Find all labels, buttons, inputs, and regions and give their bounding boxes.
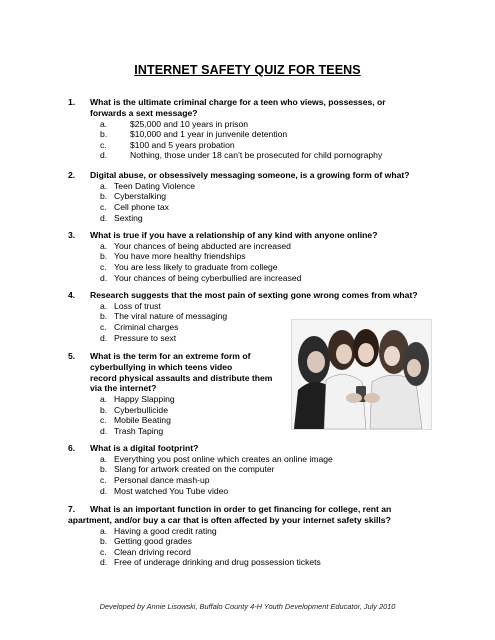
answer-option: d. Free of underage drinking and drug possession tickets (100, 557, 321, 568)
answer-option: b. $10,000 and 1 year in junvenile detention (100, 129, 288, 140)
photo-illustration (292, 320, 431, 429)
answer-option: d. Most watched You Tube video (100, 485, 229, 496)
answer-option: c. Personal dance mash-up (100, 474, 210, 485)
answer-option: b. You have more healthy friendships (100, 251, 246, 262)
answer-option: c. Clean driving record (100, 546, 191, 557)
question-5 (68, 351, 298, 437)
page-footer: Developed by Annie Lisowski, Buffalo County 4-H Youth Development Educator, July 2010 (99, 602, 396, 611)
question-3 (68, 230, 438, 283)
answer-option: d. Nothing, those under 18 can’t be prosecuted for child pornography (100, 150, 383, 161)
answer-option: b. Cyberstalking (100, 191, 167, 202)
answer-option: c. Mobile Beating (100, 415, 171, 426)
answer-option: a. Loss of trust (100, 300, 161, 311)
answer-option: d. Your chances of being cyberbullied are increased (100, 272, 302, 283)
answer-option: a. Having a good credit rating (100, 525, 217, 536)
answer-option: b. Cyberbullicide (100, 404, 168, 415)
answer-option: b. Slang for artwork created on the computer (100, 464, 275, 475)
teens-with-phone-photo (291, 319, 432, 430)
question-1 (68, 97, 438, 161)
question-text: 3. What is true if you have a relationship of any kind with anyone online? (68, 230, 378, 240)
question-text: 5. What is the term for an extreme form of cyberbullying in which teens video record physical assaults and distribute them via the internet? (68, 351, 273, 394)
answer-option: c. You are less likely to graduate from college (100, 261, 278, 272)
question-text: 1. What is the ultimate criminal charge for a teen who views, possesses, or forwards a sext message? (68, 97, 386, 118)
answer-option: c. Cell phone tax (100, 201, 169, 212)
question-text: 4. Research suggests that the most pain of sexting gone wrong comes from what? (68, 290, 418, 300)
answer-option: d. Trash Taping (100, 425, 164, 436)
answer-option: d. Pressure to sext (100, 332, 177, 343)
answer-option: b. Getting good grades (100, 536, 192, 547)
answer-option: b. The viral nature of messaging (100, 311, 228, 322)
question-text: 6. What is a digital footprint? (68, 443, 199, 453)
answer-option: c. Criminal charges (100, 321, 179, 332)
question-7 (68, 504, 448, 568)
question-6 (68, 443, 438, 496)
answer-option: a. Your chances of being abducted are increased (100, 240, 291, 251)
page-title: INTERNET SAFETY QUIZ FOR TEENS (134, 63, 361, 77)
answer-option: a. Happy Slapping (100, 394, 175, 405)
question-text: 7. What is an important function in order to get financing for college, rent an apartment, and/or buy a car that is often affected by your internet safety skills? (68, 504, 392, 525)
answer-option: a. Everything you post online which creates an online image (100, 453, 333, 464)
question-2 (68, 170, 438, 223)
answer-option: c. $100 and 5 years probation (100, 139, 235, 150)
answer-option: a. Teen Dating Violence (100, 180, 196, 191)
answer-option: d. Sexting (100, 212, 143, 223)
answer-option: a. $25,000 and 10 years in prison (100, 118, 249, 129)
question-text: 2. Digital abuse, or obsessively messaging someone, is a growing form of what? (68, 170, 410, 180)
